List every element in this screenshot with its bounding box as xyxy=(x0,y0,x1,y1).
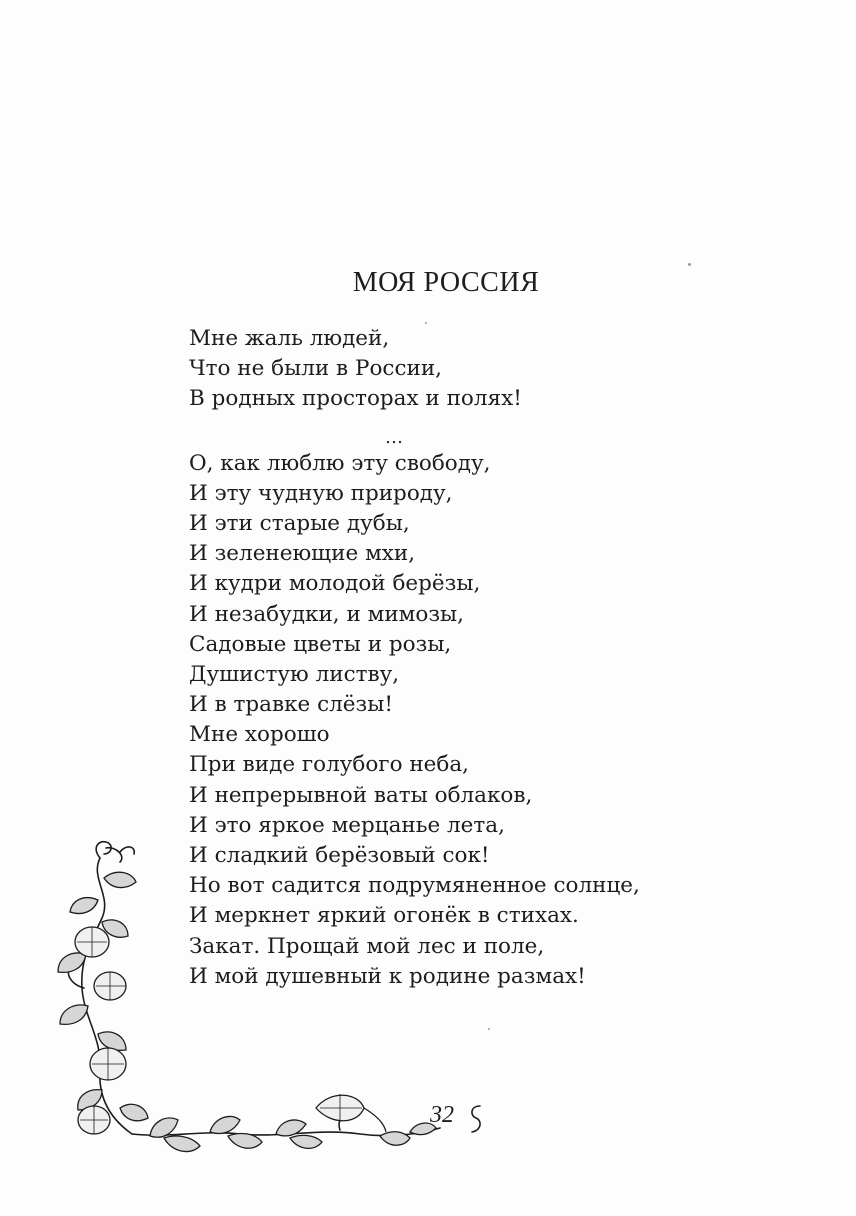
poem-line: И сладкий берёзовый сок! xyxy=(189,843,490,868)
poem-line: Но вот садится подрумяненное солнце, xyxy=(189,873,640,899)
poem-line: Что не были в России, xyxy=(189,356,442,382)
poem-line: О, как люблю эту свободу, xyxy=(189,450,491,476)
scan-speck xyxy=(488,1028,490,1030)
stanza-separator: … xyxy=(385,426,403,448)
poem-line: И непрерывной ваты облаков, xyxy=(189,782,533,808)
poem-line: И это яркое мерцанье лета, xyxy=(189,812,505,838)
poem-line: При виде голубого неба, xyxy=(189,752,470,778)
poem-line: В родных просторах и полях! xyxy=(189,386,522,412)
poem-line: И эти старые дубы, xyxy=(189,510,410,536)
scan-speck xyxy=(688,263,691,266)
page-number-flourish-icon xyxy=(466,1102,486,1136)
poem-line: Мне жаль людей, xyxy=(189,326,390,351)
poem-line: И кудри молодой берёзы, xyxy=(189,571,481,597)
poem-line: И мой душевный к родине размах! xyxy=(189,963,586,989)
poem-line: И незабудки, и мимозы, xyxy=(189,601,465,627)
poem-line: Закат. Прощай мой лес и поле, xyxy=(189,933,545,959)
page-number: 32 xyxy=(430,1102,454,1128)
poem-line: И в травке слёзы! xyxy=(189,692,393,718)
scan-speck xyxy=(425,322,427,324)
poem-line: Душистую листву, xyxy=(189,661,400,687)
poem-line: Садовые цветы и розы, xyxy=(189,631,452,657)
poem-line: Мне хорошо xyxy=(189,722,330,748)
poem-line: И эту чудную природу, xyxy=(189,480,453,506)
poem-line: И зеленеющие мхи, xyxy=(189,541,416,567)
poem-title: МОЯ РОССИЯ xyxy=(352,267,540,298)
poem-line: И меркнет яркий огонёк в стихах. xyxy=(189,903,579,929)
